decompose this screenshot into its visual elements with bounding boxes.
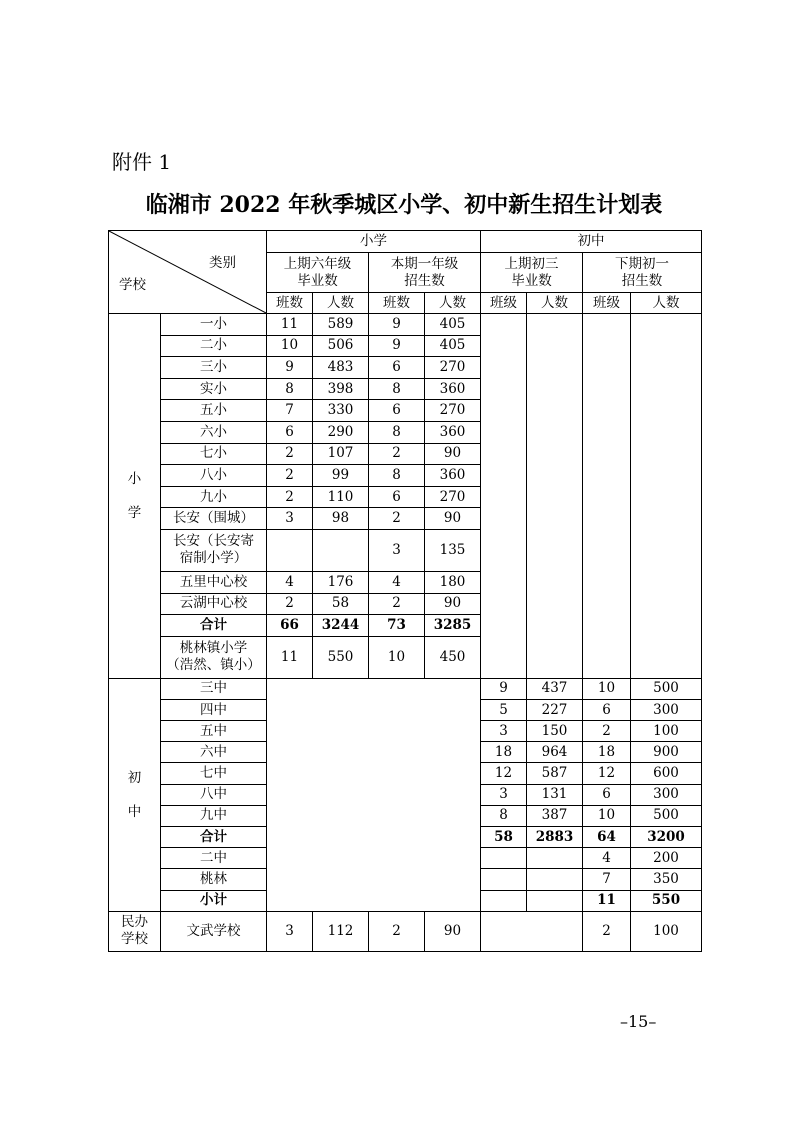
value-g1p: 270 <box>425 486 481 508</box>
value-g6p: 58 <box>313 593 369 615</box>
value-g1c: 9 <box>369 314 425 336</box>
blank-middle-cell <box>481 911 583 951</box>
value-g6c: 7 <box>267 400 313 422</box>
school-name: 合计 <box>161 615 267 637</box>
value-g6c: 6 <box>267 421 313 443</box>
value-g1c: 6 <box>369 486 425 508</box>
middle-row <box>109 678 702 699</box>
value-m3p <box>527 890 583 911</box>
value-g1c: 2 <box>369 443 425 465</box>
value-g1p: 450 <box>425 636 481 678</box>
school-name: 六小 <box>161 421 267 443</box>
school-name: 七小 <box>161 443 267 465</box>
value-g1p: 3285 <box>425 615 481 637</box>
middle3-line1: 上期初三 <box>504 255 559 272</box>
value-g6p: 398 <box>313 378 369 400</box>
value-m3c <box>481 848 527 869</box>
value-m1c: 7 <box>583 869 631 890</box>
value-g6c: 10 <box>267 335 313 357</box>
school-name: 九中 <box>161 805 267 826</box>
value-m3p: 227 <box>527 699 583 720</box>
grade1-line1: 本期一年级 <box>390 255 459 272</box>
school-label: 学校 <box>119 277 146 293</box>
value-g6p: 3244 <box>313 615 369 637</box>
school-name: 五里中心校 <box>161 571 267 593</box>
value-m1p: 3200 <box>631 827 702 848</box>
value-g1c: 9 <box>369 335 425 357</box>
value-g1p: 405 <box>425 335 481 357</box>
value-g6p: 506 <box>313 335 369 357</box>
value-m3c: 3 <box>481 721 527 742</box>
value-g6c: 2 <box>267 486 313 508</box>
value-m3p: 964 <box>527 742 583 763</box>
value-m3c: 58 <box>481 827 527 848</box>
value-g6p: 589 <box>313 314 369 336</box>
value-m1c: 10 <box>583 805 631 826</box>
value-g6c: 8 <box>267 378 313 400</box>
value-m3p: 387 <box>527 805 583 826</box>
value-g1c: 2 <box>369 508 425 530</box>
middle1-line2: 招生数 <box>621 272 663 289</box>
value-m1c: 10 <box>583 678 631 699</box>
value-m3p: 2883 <box>527 827 583 848</box>
value-g1p: 180 <box>425 571 481 593</box>
value-m1c: 2 <box>583 721 631 742</box>
value-g1c: 4 <box>369 571 425 593</box>
value-g6p: 330 <box>313 400 369 422</box>
value-m1p: 100 <box>631 721 702 742</box>
value-m1c: 11 <box>583 890 631 911</box>
value-g6p: 112 <box>313 911 369 951</box>
value-g6c: 2 <box>267 593 313 615</box>
school-name-line: 长安（长安寄 <box>173 533 254 550</box>
value-m3p: 587 <box>527 763 583 784</box>
value-m1p: 200 <box>631 848 702 869</box>
value-g1c: 3 <box>369 529 425 571</box>
value-g1p: 90 <box>425 911 481 951</box>
value-g6p: 550 <box>313 636 369 678</box>
value-m1p: 600 <box>631 763 702 784</box>
value-m1p: 300 <box>631 784 702 805</box>
middle3-line2: 毕业数 <box>511 272 552 289</box>
school-name: 八中 <box>161 784 267 805</box>
value-g1c: 8 <box>369 465 425 487</box>
value-m1c: 64 <box>583 827 631 848</box>
value-m1p: 550 <box>631 890 702 911</box>
col-people: 人数 <box>425 293 481 314</box>
value-g6c: 11 <box>267 314 313 336</box>
value-m1c: 12 <box>583 763 631 784</box>
value-g6p <box>313 529 369 571</box>
value-g6p: 107 <box>313 443 369 465</box>
value-m1p: 500 <box>631 805 702 826</box>
blank-middle-cell <box>527 314 583 679</box>
value-g6p: 176 <box>313 571 369 593</box>
school-name-line: 宿制小学） <box>179 550 248 567</box>
diagonal-line <box>109 231 266 313</box>
school-name: 云湖中心校 <box>161 593 267 615</box>
middle-header: 初中 <box>481 231 702 253</box>
value-g1c: 2 <box>369 911 425 951</box>
value-m1p: 500 <box>631 678 702 699</box>
value-m3c: 18 <box>481 742 527 763</box>
group-char: 学 <box>127 504 142 521</box>
value-m1p: 900 <box>631 742 702 763</box>
school-name: 五中 <box>161 721 267 742</box>
value-g1p: 135 <box>425 529 481 571</box>
value-g6p: 290 <box>313 421 369 443</box>
value-m3c: 8 <box>481 805 527 826</box>
school-name: 二小 <box>161 335 267 357</box>
value-g1c: 10 <box>369 636 425 678</box>
page-number: –15– <box>620 1012 657 1031</box>
school-name-line: （浩然、镇小） <box>166 657 261 674</box>
middle1-line1: 下期初一 <box>615 255 669 272</box>
col-people: 人数 <box>631 293 702 314</box>
value-g6c: 3 <box>267 508 313 530</box>
middle1-enrollment-header <box>583 253 702 293</box>
school-name: 长安（围城） <box>161 508 267 530</box>
value-g1p: 90 <box>425 508 481 530</box>
col-classes: 班数 <box>369 293 425 314</box>
group-primary-label <box>109 314 161 679</box>
primary-header: 小学 <box>267 231 481 253</box>
value-m1p: 300 <box>631 699 702 720</box>
category-label: 类别 <box>209 255 236 271</box>
school-name: 七中 <box>161 763 267 784</box>
value-g1p: 270 <box>425 357 481 379</box>
school-name: 文武学校 <box>161 911 267 951</box>
value-m3c: 12 <box>481 763 527 784</box>
diagonal-header-cell <box>109 231 267 314</box>
school-name: 八小 <box>161 465 267 487</box>
value-g1c: 6 <box>369 400 425 422</box>
value-g1c: 73 <box>369 615 425 637</box>
school-name-line: 桃林镇小学 <box>179 640 248 657</box>
blank-middle-cell <box>481 314 527 679</box>
value-g1c: 2 <box>369 593 425 615</box>
value-g6c: 2 <box>267 465 313 487</box>
school-name: 三小 <box>161 357 267 379</box>
grade6-line1: 上期六年级 <box>283 255 352 272</box>
attachment-label: 附件 1 <box>112 150 172 174</box>
value-m3p: 131 <box>527 784 583 805</box>
col-classes: 班数 <box>267 293 313 314</box>
grade1-enrollment-header <box>369 253 481 293</box>
value-g1p: 360 <box>425 421 481 443</box>
grade6-line2: 毕业数 <box>297 272 338 289</box>
value-g6p: 98 <box>313 508 369 530</box>
value-g1p: 360 <box>425 465 481 487</box>
school-name: 小计 <box>161 890 267 911</box>
value-m3c: 9 <box>481 678 527 699</box>
value-m3c <box>481 869 527 890</box>
blank-primary-cell <box>267 678 481 911</box>
value-m1p: 350 <box>631 869 702 890</box>
primary-row <box>109 314 702 336</box>
grade1-line2: 招生数 <box>404 272 445 289</box>
value-g1p: 360 <box>425 378 481 400</box>
blank-middle-cell <box>583 314 631 679</box>
value-g6c: 3 <box>267 911 313 951</box>
school-name: 三中 <box>161 678 267 699</box>
page-title: 临湘市 2022 年秋季城区小学、初中新生招生计划表 <box>145 192 663 218</box>
school-name: 五小 <box>161 400 267 422</box>
value-m1c: 2 <box>583 911 631 951</box>
value-g1c: 8 <box>369 378 425 400</box>
value-m3p: 150 <box>527 721 583 742</box>
group-line: 学校 <box>121 931 148 948</box>
value-m1c: 4 <box>583 848 631 869</box>
col-grade-class: 班级 <box>583 293 631 314</box>
value-g1p: 90 <box>425 593 481 615</box>
value-g6c <box>267 529 313 571</box>
school-name: 六中 <box>161 742 267 763</box>
school-name: 一小 <box>161 314 267 336</box>
value-m1p: 100 <box>631 911 702 951</box>
value-m1c: 6 <box>583 699 631 720</box>
school-name <box>161 636 267 678</box>
col-people: 人数 <box>527 293 583 314</box>
value-m1c: 18 <box>583 742 631 763</box>
value-g6c: 9 <box>267 357 313 379</box>
value-g1p: 270 <box>425 400 481 422</box>
col-grade-class: 班级 <box>481 293 527 314</box>
value-m3c <box>481 890 527 911</box>
value-g6c: 4 <box>267 571 313 593</box>
enrollment-plan-table <box>108 230 702 952</box>
value-m3p <box>527 848 583 869</box>
school-name: 四中 <box>161 699 267 720</box>
value-g6c: 11 <box>267 636 313 678</box>
blank-middle-cell <box>631 314 702 679</box>
value-g6p: 110 <box>313 486 369 508</box>
value-m3c: 5 <box>481 699 527 720</box>
value-m3p <box>527 869 583 890</box>
value-m3p: 437 <box>527 678 583 699</box>
value-g1c: 6 <box>369 357 425 379</box>
school-name: 合计 <box>161 827 267 848</box>
group-middle-label <box>109 678 161 911</box>
group-char: 中 <box>127 803 142 820</box>
group-char: 初 <box>127 769 142 786</box>
grade6-graduates-header <box>267 253 369 293</box>
school-name: 二中 <box>161 848 267 869</box>
group-char: 小 <box>127 470 142 487</box>
value-g1c: 8 <box>369 421 425 443</box>
value-g6p: 99 <box>313 465 369 487</box>
school-name: 桃林 <box>161 869 267 890</box>
value-m1c: 6 <box>583 784 631 805</box>
private-row <box>109 911 702 951</box>
group-line: 民办 <box>121 914 148 931</box>
school-name: 九小 <box>161 486 267 508</box>
value-g6c: 66 <box>267 615 313 637</box>
middle3-graduates-header <box>481 253 583 293</box>
value-g6c: 2 <box>267 443 313 465</box>
value-g6p: 483 <box>313 357 369 379</box>
value-m3c: 3 <box>481 784 527 805</box>
school-name: 实小 <box>161 378 267 400</box>
school-name <box>161 529 267 571</box>
group-private-label <box>109 911 161 951</box>
col-people: 人数 <box>313 293 369 314</box>
value-g1p: 405 <box>425 314 481 336</box>
value-g1p: 90 <box>425 443 481 465</box>
